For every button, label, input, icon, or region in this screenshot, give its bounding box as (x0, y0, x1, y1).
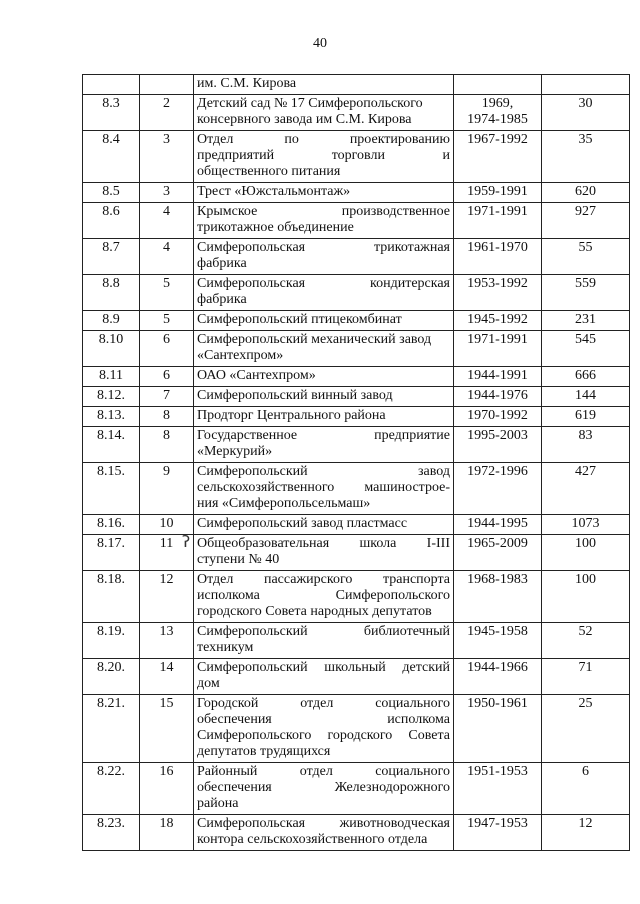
item-number-cell: 8.13. (83, 407, 140, 427)
organization-name-cell (194, 331, 454, 367)
table-row (83, 131, 630, 183)
table-row (83, 387, 630, 407)
organization-name-cell (194, 75, 454, 95)
file-count-cell: 100 (542, 571, 630, 623)
organization-name-line: ния «Симферопольсельмаш» (197, 496, 371, 511)
years-line: 1995-2003 (467, 428, 528, 443)
organization-name-line: Трест «Южстальмонтаж» (197, 184, 351, 199)
table-row (83, 239, 630, 275)
years-cell (454, 763, 542, 815)
fund-number-cell: 6 (140, 331, 194, 367)
item-number-cell: 8.21. (83, 695, 140, 763)
fund-number-cell: 10 (140, 515, 194, 535)
item-number-cell: 8.4 (83, 131, 140, 183)
years-line: 1970-1992 (467, 408, 528, 423)
item-number-cell: 8.8 (83, 275, 140, 311)
file-count-cell: 620 (542, 183, 630, 203)
organization-name-cell (194, 203, 454, 239)
years-cell (454, 311, 542, 331)
organization-name-line: Городской отдел социального (197, 696, 450, 711)
organization-name-cell (194, 515, 454, 535)
organization-name-cell (194, 387, 454, 407)
fund-number-cell: 6 (140, 367, 194, 387)
organization-name-cell (194, 407, 454, 427)
organization-name-line: Симферопольский птицекомбинат (197, 312, 402, 327)
years-line: 1971-1991 (467, 332, 528, 347)
organization-name-line: Симферопольский механический завод (197, 332, 432, 347)
fund-number-cell: 7 (140, 387, 194, 407)
file-count-cell: 35 (542, 131, 630, 183)
organization-name-line: консервного завода им С.М. Кирова (197, 112, 412, 127)
years-cell (454, 695, 542, 763)
file-count-cell: 6 (542, 763, 630, 815)
table-row (83, 571, 630, 623)
fund-number-cell: 15 (140, 695, 194, 763)
fund-number-cell: 5 (140, 275, 194, 311)
table-row (83, 331, 630, 367)
fund-number-cell: 16 (140, 763, 194, 815)
item-number-cell: 8.11 (83, 367, 140, 387)
file-count-cell: 1073 (542, 515, 630, 535)
organization-name-line: Симферопольская кондитерская (197, 276, 450, 291)
years-line: 1944-1976 (467, 388, 528, 403)
years-line: 1968-1983 (467, 572, 528, 587)
table-row (83, 203, 630, 239)
fund-register-table (82, 74, 630, 851)
years-cell (454, 367, 542, 387)
item-number-cell: 8.19. (83, 623, 140, 659)
years-cell (454, 427, 542, 463)
item-number-cell: 8.15. (83, 463, 140, 515)
years-line: 1953-1992 (467, 276, 528, 291)
years-cell (454, 95, 542, 131)
years-cell (454, 571, 542, 623)
organization-name-line: Симферопольская трикотажная (197, 240, 450, 255)
organization-name-cell (194, 427, 454, 463)
organization-name-line: трикотажное объединение (197, 220, 354, 235)
file-count-cell: 144 (542, 387, 630, 407)
organization-name-line: Симферопольский завод (197, 464, 450, 479)
table-row (83, 695, 630, 763)
organization-name-line: техникум (197, 640, 254, 655)
fund-number-cell: 12 (140, 571, 194, 623)
organization-name-line: Отдел по проектированию (197, 132, 450, 147)
organization-name-line: Продторг Центрального района (197, 408, 386, 423)
years-cell (454, 407, 542, 427)
item-number-cell: 8.14. (83, 427, 140, 463)
item-number-cell: 8.17. (83, 535, 140, 571)
fund-number-cell: 8 (140, 427, 194, 463)
organization-name-cell (194, 623, 454, 659)
years-line: 1961-1970 (467, 240, 528, 255)
years-line: 1944-1991 (467, 368, 528, 383)
table-row (83, 367, 630, 387)
fund-number-cell: 18 (140, 815, 194, 851)
organization-name-line: дом (197, 676, 220, 691)
organization-name-line: Симферопольского городского Совета (197, 728, 450, 743)
years-line: 1959-1991 (467, 184, 528, 199)
page-number: 40 (313, 36, 327, 51)
years-cell (454, 275, 542, 311)
item-number-cell: 8.16. (83, 515, 140, 535)
organization-name-line: городского Совета народных депутатов (197, 604, 432, 619)
item-number-cell: 8.18. (83, 571, 140, 623)
file-count-cell: 666 (542, 367, 630, 387)
years-cell (454, 387, 542, 407)
organization-name-cell (194, 183, 454, 203)
item-number-cell (83, 75, 140, 95)
organization-name-line: Отдел пассажирского транспорта (197, 572, 450, 587)
organization-name-line: района (197, 796, 239, 811)
fund-number-cell: 8 (140, 407, 194, 427)
fund-number-cell: 11 (140, 535, 194, 571)
fund-number-cell: 4 (140, 239, 194, 275)
table-row (83, 275, 630, 311)
organization-name-cell (194, 571, 454, 623)
item-number-cell: 8.23. (83, 815, 140, 851)
file-count-cell: 25 (542, 695, 630, 763)
item-number-cell: 8.9 (83, 311, 140, 331)
table-row (83, 815, 630, 851)
table-row (83, 427, 630, 463)
organization-name-line: фабрика (197, 292, 247, 307)
fund-number-cell: 14 (140, 659, 194, 695)
years-line: 1945-1992 (467, 312, 528, 327)
organization-name-line: «Сантехпром» (197, 348, 284, 363)
organization-name-line: Крымское производственное (197, 204, 450, 219)
file-count-cell: 427 (542, 463, 630, 515)
item-number-cell: 8.6 (83, 203, 140, 239)
years-cell (454, 203, 542, 239)
file-count-cell: 83 (542, 427, 630, 463)
organization-name-cell (194, 275, 454, 311)
file-count-cell: 55 (542, 239, 630, 275)
table-row (83, 763, 630, 815)
organization-name-line: депутатов трудящихся (197, 744, 331, 759)
organization-name-line: общественного питания (197, 164, 341, 179)
years-cell (454, 535, 542, 571)
organization-name-line: Районный отдел социального (197, 764, 450, 779)
organization-name-cell (194, 367, 454, 387)
fund-number-cell: 3 (140, 131, 194, 183)
table-row (83, 95, 630, 131)
fund-number-cell: 3 (140, 183, 194, 203)
table-row (83, 463, 630, 515)
file-count-cell: 30 (542, 95, 630, 131)
organization-name-line: Государственное предприятие (197, 428, 450, 443)
fund-number-cell: 9 (140, 463, 194, 515)
file-count-cell: 231 (542, 311, 630, 331)
table-row (83, 623, 630, 659)
organization-name-line: исполкома Симферопольского (197, 588, 450, 603)
file-count-cell: 71 (542, 659, 630, 695)
years-cell (454, 815, 542, 851)
item-number-cell: 8.7 (83, 239, 140, 275)
organization-name-cell (194, 535, 454, 571)
file-count-cell: 619 (542, 407, 630, 427)
years-line: 1945-1958 (467, 624, 528, 639)
organization-name-line: ступени № 40 (197, 552, 280, 567)
organization-name-line: Симферопольский школьный детский (197, 660, 450, 675)
organization-name-cell (194, 695, 454, 763)
file-count-cell: 545 (542, 331, 630, 367)
file-count-cell: 12 (542, 815, 630, 851)
organization-name-line: обеспечения исполкома (197, 712, 450, 727)
item-number-cell: 8.12. (83, 387, 140, 407)
organization-name-cell (194, 131, 454, 183)
organization-name-line: Симферопольская животноводческая (197, 816, 450, 831)
years-line: 1947-1953 (467, 816, 528, 831)
table-row (83, 407, 630, 427)
file-count-cell (542, 75, 630, 95)
organization-name-line: «Меркурий» (197, 444, 273, 459)
item-number-cell: 8.22. (83, 763, 140, 815)
organization-name-line: им. С.М. Кирова (197, 76, 297, 91)
item-number-cell: 8.10 (83, 331, 140, 367)
organization-name-line: Общеобразовательная школа I-III (197, 536, 450, 551)
fund-number-cell: 5 (140, 311, 194, 331)
fund-register-body (83, 75, 630, 851)
years-cell (454, 463, 542, 515)
item-number-cell: 8.3 (83, 95, 140, 131)
organization-name-line: Симферопольский завод пластмасс (197, 516, 408, 531)
organization-name-line: Симферопольский библиотечный (197, 624, 450, 639)
organization-name-line: Симферопольский винный завод (197, 388, 393, 403)
years-cell (454, 239, 542, 275)
item-number-cell: 8.20. (83, 659, 140, 695)
table-row (83, 659, 630, 695)
years-cell (454, 75, 542, 95)
handwritten-mark: ʔ (182, 532, 191, 551)
organization-name-cell (194, 239, 454, 275)
organization-name-line: Детский сад № 17 Симферопольского (197, 96, 423, 111)
fund-number-cell: 2 (140, 95, 194, 131)
table-row (83, 183, 630, 203)
fund-number-cell (140, 75, 194, 95)
years-cell (454, 131, 542, 183)
table-row (83, 515, 630, 535)
years-line: 1965-2009 (467, 536, 528, 551)
file-count-cell: 927 (542, 203, 630, 239)
years-line: 1951-1953 (467, 764, 528, 779)
years-line: 1950-1961 (467, 696, 528, 711)
organization-name-line: предприятий торговли и (197, 148, 450, 163)
years-line: 1971-1991 (467, 204, 528, 219)
organization-name-cell (194, 659, 454, 695)
table-row (83, 75, 630, 95)
organization-name-cell (194, 815, 454, 851)
organization-name-line: контора сельскохозяйственного отдела (197, 832, 428, 847)
years-line: 1944-1966 (467, 660, 528, 675)
organization-name-cell (194, 763, 454, 815)
years-line: 1974-1985 (467, 112, 528, 127)
item-number-cell: 8.5 (83, 183, 140, 203)
years-line: 1944-1995 (467, 516, 528, 531)
years-cell (454, 515, 542, 535)
fund-number-cell: 4 (140, 203, 194, 239)
years-cell (454, 659, 542, 695)
table-row (83, 535, 630, 571)
years-line: 1967-1992 (467, 132, 528, 147)
table-row (83, 311, 630, 331)
file-count-cell: 100 (542, 535, 630, 571)
organization-name-line: обеспечения Железнодорожного (197, 780, 450, 795)
years-cell (454, 331, 542, 367)
years-cell (454, 183, 542, 203)
years-cell (454, 623, 542, 659)
organization-name-line: ОАО «Сантехпром» (197, 368, 316, 383)
fund-number-cell: 13 (140, 623, 194, 659)
organization-name-line: фабрика (197, 256, 247, 271)
years-line: 1969, (481, 96, 514, 111)
organization-name-cell (194, 463, 454, 515)
years-line: 1972-1996 (467, 464, 528, 479)
file-count-cell: 559 (542, 275, 630, 311)
organization-name-cell (194, 95, 454, 131)
organization-name-cell (194, 311, 454, 331)
file-count-cell: 52 (542, 623, 630, 659)
organization-name-line: сельскохозяйственного машинострое- (197, 480, 450, 495)
